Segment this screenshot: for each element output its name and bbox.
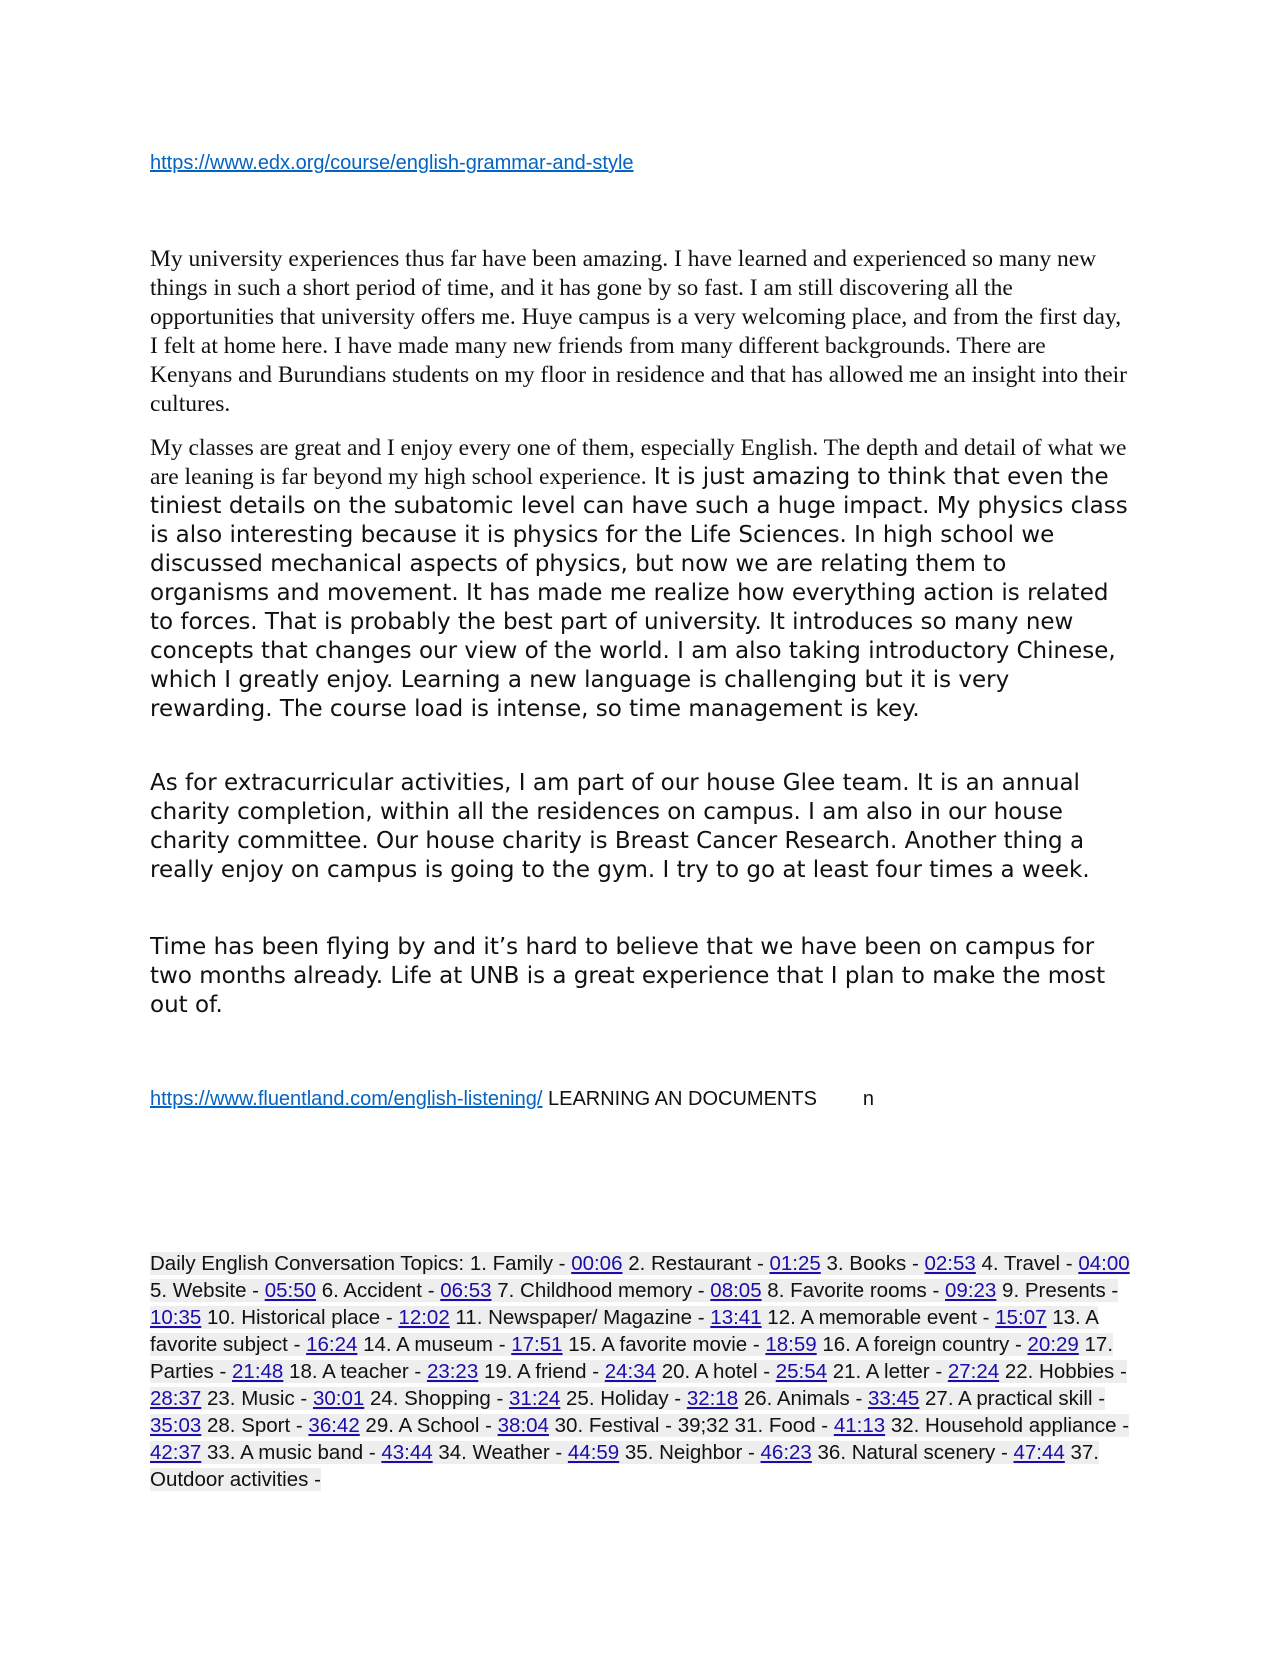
topic-label: 10. Historical place - (201, 1306, 399, 1329)
topic-label: 35. Neighbor - (619, 1441, 761, 1464)
topic-timestamp-link[interactable]: 18:59 (765, 1333, 817, 1356)
topic-label: 28. Sport - (201, 1414, 309, 1437)
topic-timestamp-link[interactable]: 05:50 (264, 1279, 317, 1302)
topic-timestamp-link[interactable]: 43:44 (381, 1441, 433, 1464)
paragraph-extracurricular: As for extracurricular activities, I am part of our house Glee team. It is an annual charity completion, within all the residences on campus. I am also in our house charity committee. Our house charity is Breast Cancer Research. Another thing a really enjoy on campus is going to the gym. I try to go at least four times a week. (150, 770, 1090, 883)
topic-timestamp-link[interactable]: 47:44 (1013, 1441, 1065, 1464)
topic-label: 12. A memorable event - (761, 1306, 996, 1329)
topic-label: 30. Festival - 39;32 31. Food - (548, 1414, 834, 1437)
topic-label: 7. Childhood memory - (491, 1279, 711, 1302)
topic-label: 14. A museum - (357, 1333, 512, 1356)
topic-timestamp-link[interactable]: 04:00 (1078, 1252, 1130, 1275)
paragraph-classes-serif-text: My classes are great and I enjoy every one of them, especially English. The depth and detail of what we are leaning is far beyond my high school experience. (150, 435, 1127, 490)
topic-label: 34. Weather - (432, 1441, 568, 1464)
topic-timestamp-link[interactable]: 21:48 (232, 1360, 284, 1383)
topic-label: 19. A friend - (478, 1360, 605, 1383)
edx-course-link[interactable]: https://www.edx.org/course/english-grammar-and-style (150, 152, 634, 174)
topic-timestamp-link[interactable]: 16:24 (306, 1333, 358, 1356)
topic-timestamp-link[interactable]: 46:23 (760, 1441, 812, 1464)
topic-label: 18. A teacher - (283, 1360, 427, 1383)
topic-timestamp-link[interactable]: 35:03 (150, 1414, 202, 1437)
paragraph-time-flying: Time has been flying by and it’s hard to believe that we have been on campus for two months already. Life at UNB is a great experience that I plan to make the most out of. (150, 934, 1106, 1018)
topic-timestamp-link[interactable]: 12:02 (398, 1306, 450, 1329)
topic-timestamp-link[interactable]: 02:53 (924, 1252, 976, 1275)
topic-timestamp-link[interactable]: 36:42 (308, 1414, 360, 1437)
topic-label: 26. Animals - (738, 1387, 869, 1410)
topic-label: 11. Newspaper/ Magazine - (449, 1306, 711, 1329)
topic-timestamp-link[interactable]: 33:45 (868, 1387, 920, 1410)
topic-timestamp-link[interactable]: 13:41 (710, 1306, 762, 1329)
topic-timestamp-link[interactable]: 38:04 (497, 1414, 549, 1437)
topic-label: 1. Family - (469, 1252, 572, 1275)
topic-label: 13. A favorite subject - (150, 1306, 1098, 1356)
topic-label: 21. A letter - (827, 1360, 948, 1383)
conversation-topics (150, 1250, 1135, 1493)
topic-timestamp-link[interactable]: 10:35 (150, 1306, 202, 1329)
topic-tail: 37. Outdoor activities - (150, 1441, 1100, 1491)
topic-label: 6. Accident - (316, 1279, 441, 1302)
topic-label: 23. Music - (201, 1387, 313, 1410)
topic-label: 20. A hotel - (656, 1360, 776, 1383)
topic-timestamp-link[interactable]: 28:37 (150, 1387, 202, 1410)
topic-label: 25. Holiday - (560, 1387, 687, 1410)
topic-timestamp-link[interactable]: 20:29 (1027, 1333, 1079, 1356)
topic-label: 9. Presents - (996, 1279, 1119, 1302)
topic-label: 32. Household appliance - (885, 1414, 1130, 1437)
topic-timestamp-link[interactable]: 17:51 (511, 1333, 563, 1356)
topic-timestamp-link[interactable]: 24:34 (604, 1360, 657, 1383)
topic-timestamp-link[interactable]: 01:25 (769, 1252, 821, 1275)
topic-label: 22. Hobbies - (999, 1360, 1127, 1383)
topic-label: 29. A School - (359, 1414, 498, 1437)
fluentland-line (150, 1088, 874, 1111)
topic-label: 33. A music band - (201, 1441, 382, 1464)
topic-timestamp-link[interactable]: 00:06 (571, 1252, 623, 1275)
paragraph-classes (150, 434, 1130, 724)
topic-timestamp-link[interactable]: 31:24 (509, 1387, 561, 1410)
topic-timestamp-link[interactable]: 32:18 (686, 1387, 739, 1410)
paragraph-classes-sans-text: It is just amazing to think that even the tiniest details on the subatomic level can have such a huge impact. My physics class is also interesting because it is physics for the Life Sciences. In high school we discussed mechanical aspects of physics, but now we are relating them to organisms and movement. It has made me realize how everything action is related to forces. That is probably the best part of university. It introduces so many new concepts that changes our view of the world. I am also taking introductory Chinese, which I greatly enjoy. Learning a new language is challenging but it is very rewarding. The course load is intense, so time management is key. (150, 464, 1128, 722)
topic-timestamp-link[interactable]: 25:54 (775, 1360, 828, 1383)
topic-label: 27. A practical skill - (919, 1387, 1106, 1410)
topic-timestamp-link[interactable]: 30:01 (312, 1387, 365, 1410)
topic-timestamp-link[interactable]: 23:23 (426, 1360, 479, 1383)
fluentland-link[interactable]: https://www.fluentland.com/english-listening/ (150, 1088, 543, 1110)
topic-timestamp-link[interactable]: 44:59 (567, 1441, 620, 1464)
topic-label: 17. Parties - (150, 1333, 1114, 1383)
topic-label: 16. A foreign country - (816, 1333, 1028, 1356)
trailing-n-text: n (862, 1088, 875, 1110)
topic-timestamp-link[interactable]: 27:24 (947, 1360, 1000, 1383)
topic-label: 3. Books - (820, 1252, 925, 1275)
topic-timestamp-link[interactable]: 09:23 (945, 1279, 997, 1302)
topic-label: 4. Travel - (975, 1252, 1079, 1275)
topic-label: 36. Natural scenery - (811, 1441, 1014, 1464)
topic-label: 8. Favorite rooms - (761, 1279, 946, 1302)
topic-label: 15. A favorite movie - (562, 1333, 766, 1356)
topic-timestamp-link[interactable]: 08:05 (710, 1279, 762, 1302)
topic-timestamp-link[interactable]: 06:53 (440, 1279, 492, 1302)
topic-label: 2. Restaurant - (622, 1252, 770, 1275)
topics-intro: Daily English Conversation Topics: (150, 1252, 470, 1275)
topic-label: 24. Shopping - (364, 1387, 510, 1410)
topic-timestamp-link[interactable]: 41:13 (833, 1414, 886, 1437)
paragraph-university-experience: My university experiences thus far have been amazing. I have learned and experienced so many new things in such a short period of time, and it has gone by so fast. I am still discovering all the opportunities that university offers me. Huye campus is a very welcoming place, and from the first day, I felt at home here. I have made many new friends from many different backgrounds. There are Kenyans and Burundians students on my floor in residence and that has allowed me an insight into their cultures. (150, 246, 1128, 417)
topic-label: 5. Website - (150, 1279, 265, 1302)
topic-timestamp-link[interactable]: 15:07 (995, 1306, 1047, 1329)
topic-timestamp-link[interactable]: 42:37 (150, 1441, 202, 1464)
learning-documents-text: LEARNING AN DOCUMENTS (542, 1088, 817, 1110)
